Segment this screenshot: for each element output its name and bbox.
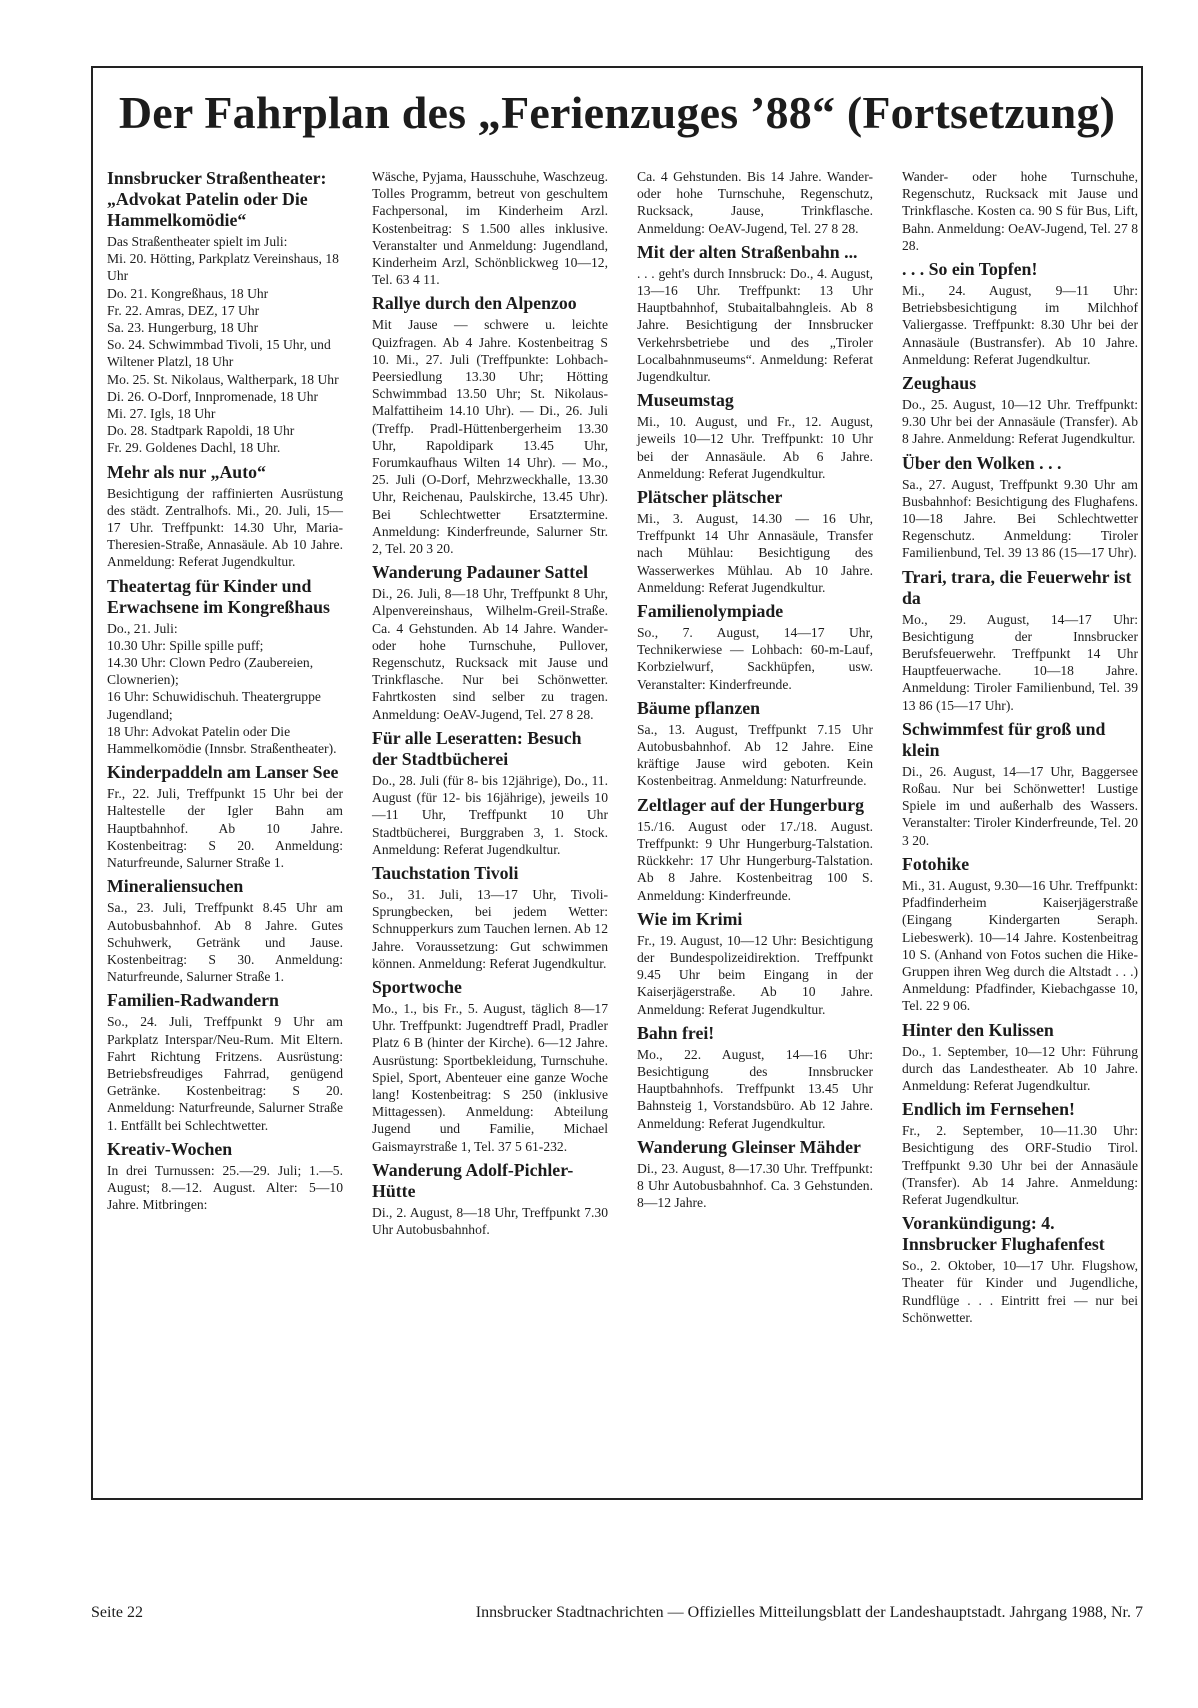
publication-line: Innsbrucker Stadtnachrichten — Offizielles Mitteilungsblatt der Landeshauptstadt. Jahrgang 1988, Nr. 7 (475, 1604, 1143, 1621)
entry-body: Besichtigung der raffinierten Ausrüstung des städt. Zentralhofs. Mi., 20. Juli, 15—17 Uhr. Treffpunkt: 14.30 Uhr, Maria-Theresien-Straße, Annasäule. Ab 10 Jahre. Anmeldung: Referat Jugendkultur. (107, 485, 343, 570)
entry-body: Sa., 13. August, Treffpunkt 7.15 Uhr Autobusbahnhof. Ab 12 Jahre. Eine kräftige Jause wird geboten. Kein Kostenbeitrag. Anmeldung: Naturfreunde. (637, 721, 873, 789)
entry-body: Do., 25. August, 10—12 Uhr. Treffpunkt: 9.30 Uhr bei der Annasäule (Transfer). Ab 8 Jahre. Anmeldung: Referat Jugendkultur. (902, 397, 1138, 447)
entry-body: Sa., 23. Juli, Treffpunkt 8.45 Uhr am Autobusbahnhof. Ab 8 Jahre. Gutes Schuhwerk, Getränk und Jause. Kostenbeitrag: S 30. Anmeldung: Naturfreunde, Salurner Straße 1. (107, 900, 343, 985)
entry-body: So., 24. Juli, Treffpunkt 9 Uhr am Parkplatz Interspar/Neu-Rum. Mit Eltern. Fahrt Richtung Fritzens. Ausrüstung: Betriebsfreudiges Fahrrad, genügend Getränke. Kostenbeitrag: S 20. Anmeldung: Naturfreunde, Salurner Straße 1. Entfällt bei Schlechtwetter. (107, 1014, 343, 1133)
entry-body: Mi., 10. August, und Fr., 12. August, jeweils 10—12 Uhr. Treffpunkt: 10 Uhr bei der Annasäule. Ab 6 Jahre. Anmeldung: Referat Jugendkultur. (637, 414, 873, 481)
column-1 (107, 168, 343, 1213)
entry-body: Do., 21. Juli: 10.30 Uhr: Spille spille puff; 14.30 Uhr: Clown Pedro (Zaubereien, Clownerien); 16 Uhr: Schuwidischuh. Theatergruppe Jugendland; 18 Uhr: Advokat Patelin oder Die Hammelkomödie (Innsbr. Straßentheater). (107, 620, 337, 757)
entry-body: Fr., 2. September, 10—11.30 Uhr: Besichtigung des ORF-Studio Tirol. Treffpunkt 9.30 Uhr bei der Annasäule (Transfer). Ab 14 Jahre. Anmeldung: Referat Jugendkultur. (902, 1123, 1138, 1207)
entry-heading: Bäume pflanzen (637, 697, 760, 718)
entry-heading: Vorankündigung: 4. Innsbrucker Flughafenfest (902, 1213, 1105, 1255)
entry-body: Di., 2. August, 8—18 Uhr, Treffpunkt 7.30 Uhr Autobusbahnhof. (372, 1204, 608, 1237)
page-footer (91, 1604, 1143, 1622)
page-number: Seite 22 (91, 1604, 143, 1621)
entry-body: Mi., 24. August, 9—11 Uhr: Betriebsbesichtigung im Milchhof Valiergasse. Treffpunkt: 8.30 Uhr bei der Annasäule (Bustransfer). Ab 10 Jahre. Anmeldung: Referat Jugendkultur. (902, 283, 1138, 367)
entry-heading: Kinderpaddeln am Lanser See (107, 762, 339, 783)
entry-heading: Hinter den Kulissen (902, 1019, 1054, 1040)
entry-body: Do., 28. Juli (für 8- bis 12jährige), Do., 11. August (für 12- bis 16jährige), jeweils 10—11 Uhr, Treffpunkt 10 Uhr Stadtbücherei, Burggraben 3, 1. Stock. Anmeldung: Referat Jugendkultur. (372, 772, 608, 857)
entry-body: Mit Jause — schwere u. leichte Quizfragen. Ab 4 Jahre. Kostenbeitrag S 10. Mi., 27. Juli (Treffpunkte: Lohbach-Peersiedlung 13.30 Uhr; Hötting Schwimmbad 13.50 Uhr; St. Nikolaus-Malfattiheim 14.10 Uhr). — Di., 26. Juli (Treffp. Pradl-Hüttenbergerheim 13.30 Uhr, Rapoldipark 13.45 Uhr, Forumkaufhaus Wilten 14 Uhr). — Mo., 25. Juli (O-Dorf, Mehrzweckhalle, 13.30 Uhr, Reichenau, Paulskirche, 13.45 Uhr). Bei Schlechtwetter Ersatztermine. Anmeldung: Kinderfreunde, Salurner Str. 2, Tel. 20 3 20. (372, 317, 608, 557)
entry-body: Di., 23. August, 8—17.30 Uhr. Treffpunkt: 8 Uhr Autobusbahnhof. Ca. 3 Gehstunden. 8—12 Jahre. (637, 1160, 873, 1211)
entry-heading: Sportwoche (372, 976, 462, 997)
entry-heading: Kreativ-Wochen (107, 1138, 233, 1159)
entry-body: 15./16. August oder 17./18. August. Treffpunkt: 9 Uhr Hungerburg-Talstation. Rückkehr: 17 Uhr Hungerburg-Talstation. Ab 8 Jahre. Kostenbeitrag 100 S. Anmeldung: Kinderfreunde. (637, 818, 873, 903)
entry-body: Wander- oder hohe Turnschuhe, Regenschutz, Rucksack mit Jause und Trinkflasche. Kosten ca. 90 S für Bus, Lift, Bahn. Anmeldung: OeAV-Jugend, Tel. 27 8 28. (902, 169, 1138, 253)
entry-body: Mi., 3. August, 14.30 — 16 Uhr, Treffpunkt 14 Uhr Annasäule, Transfer nach Mühlau: Besichtigung des Wasserwerkes Mühlau. Ab 10 Jahre. Anmeldung: Referat Jugendkultur. (637, 511, 873, 595)
entry-heading: Für alle Leseratten: Besuch der Stadtbücherei (372, 727, 582, 769)
entry-heading: Zeughaus (902, 373, 977, 394)
entry-heading: . . . So ein Topfen! (902, 259, 1038, 280)
column-2 (372, 168, 608, 1238)
entry-body: Di., 26. Juli, 8—18 Uhr, Treffpunkt 8 Uhr, Alpenvereinshaus, Wilhelm-Greil-Straße. Ca. 4 Gehstunden. Ab 14 Jahre. Wander- oder hohe Turnschuhe, Pullover, Regenschutz, Rucksack mit Jause und Trinkflasche. Nur bei Schönwetter. Fahrtkosten sind selber zu tragen. Anmeldung: OeAV-Jugend, Tel. 27 8 28. (372, 586, 608, 722)
entry-heading: Mineraliensuchen (107, 876, 244, 897)
entry-heading: Theatertag für Kinder und Erwachsene im Kongreßhaus (107, 575, 330, 617)
entry-body: Wäsche, Pyjama, Hausschuhe, Waschzeug. Tolles Programm, betreut von geschultem Fachpersonal, im Kinderheim Arzl. Kostenbeitrag: S 1.500 alles inklusive. Veranstalter und Anmeldung: Jugendland, Kinderheim Arzl, Schönblickweg 10—12, Tel. 63 4 11. (372, 169, 608, 288)
entry-heading: Wanderung Gleinser Mähder (637, 1136, 861, 1157)
entry-body: Ca. 4 Gehstunden. Bis 14 Jahre. Wander- oder hohe Turnschuhe, Regenschutz, Rucksack, Jause, Trinkflasche. Anmeldung: OeAV-Jugend, Tel. 27 8 28. (637, 169, 873, 236)
entry-body: Mi., 31. August, 9.30—16 Uhr. Treffpunkt: Pfadfinderheim Kaiserjägerstraße (Eingang Kindergarten Seraph. Liebeswerk). 10—14 Jahre. Kostenbeitrag 10 S. (Anhand von Fotos suchen die Hike-Gruppen ihren Weg durch die Altstadt . . .) Anmeldung: Pfadfinder, Kiebachgasse 10, Tel. 22 9 06. (902, 877, 1138, 1014)
entry-body: Sa., 27. August, Treffpunkt 9.30 Uhr am Busbahnhof: Besichtigung des Flughafens. 10—18 Jahre. Bei Schlechtwetter Regenschutz. Anmeldung: Tiroler Familienbund, Tel. 39 13 86 (15—17 Uhr). (902, 476, 1138, 561)
page-title: Der Fahrplan des „Ferienzuges ’88“ (Fortsetzung) (118, 87, 1116, 138)
entry-heading: Plätscher plätscher (637, 487, 783, 508)
entry-body: Das Straßentheater spielt im Juli: Mi. 20. Hötting, Parkplatz Vereinshaus, 18 Uhr Do. 21. Kongreßhaus, 18 Uhr Fr. 22. Amras, DEZ, 17 Uhr Sa. 23. Hungerburg, 18 Uhr So. 24. Schwimmbad Tivoli, 15 Uhr, und Wiltener Platzl, 18 Uhr Mo. 25. St. Nikolaus, Waltherpark, 18 Uhr Di. 26. O-Dorf, Innpromenade, 18 Uhr Mi. 27. Igls, 18 Uhr Do. 28. Stadtpark Rapoldi, 18 Uhr Fr. 29. Goldenes Dachl, 18 Uhr. (107, 234, 339, 456)
entry-body: . . . geht's durch Innsbruck: Do., 4. August, 13—16 Uhr. Treffpunkt: 13 Uhr Hauptbahnhof, Stubaitalbahngleis. Ab 8 Jahre. Besichtigung der Innsbrucker Verkehrsbetriebe und des „Tiroler Localbahnmuseums“. Anmeldung: Referat Jugendkultur. (637, 265, 873, 385)
entry-heading: Bahn frei! (637, 1022, 715, 1043)
entry-body: Mo., 22. August, 14—16 Uhr: Besichtigung des Innsbrucker Hauptbahnhofs. Treffpunkt 13.45 Uhr Bahnsteig 1, Vorstandsbüro. Ab 12 Jahre. Anmeldung: Referat Jugendkultur. (637, 1046, 873, 1131)
entry-heading: Trari, trara, die Feuerwehr ist da (902, 566, 1132, 608)
column-3 (637, 168, 873, 1211)
entry-heading: Mehr als nur „Auto“ (107, 461, 266, 482)
entry-heading: Wanderung Adolf-Pichler-Hütte (372, 1159, 574, 1201)
entry-body: Fr., 19. August, 10—12 Uhr: Besichtigung der Bundespolizeidirektion. Treffpunkt 9.45 Uhr beim Eingang in der Kaiserjägerstraße. Ab 10 Jahre. Anmeldung: Referat Jugendkultur. (637, 932, 873, 1017)
entry-heading: Tauchstation Tivoli (372, 862, 519, 883)
entry-body: Do., 1. September, 10—12 Uhr: Führung durch das Landestheater. Ab 10 Jahre. Anmeldung: Referat Jugendkultur. (902, 1043, 1138, 1093)
entry-heading: Innsbrucker Straßentheater: „Advokat Patelin oder Die Hammelkomödie“ (107, 168, 327, 230)
entry-heading: Familien-Radwandern (107, 990, 279, 1011)
entry-body: Mo., 1., bis Fr., 5. August, täglich 8—17 Uhr. Treffpunkt: Jugendtreff Pradl, Pradler Platz 6 B (hinter der Kirche). 6—12 Jahre. Ausrüstung: Sportbekleidung, Turnschuhe. Spiel, Sport, Abenteuer eine ganze Woche lang! Kostenbeitrag: S 250 (inklusive Mittagessen). Anmeldung: Abteilung Jugend und Familie, Michael Gaismayrstraße 1, Tel. 37 5 61-232. (372, 1000, 608, 1154)
entry-heading: Schwimmfest für groß und klein (902, 718, 1106, 760)
entry-heading: Wie im Krimi (637, 908, 743, 929)
article-frame (91, 66, 1143, 1500)
entry-heading: Fotohike (902, 853, 970, 874)
entry-heading: Über den Wolken . . . (902, 452, 1062, 473)
entry-body: In drei Turnussen: 25.—29. Juli; 1.—5. August; 8.—12. August. Alter: 5—10 Jahre. Mitbringen: (107, 1162, 343, 1213)
entry-body: So., 2. Oktober, 10—17 Uhr. Flugshow, Theater für Kinder und Jugendliche, Rundflüge . . . Eintritt frei — nur bei Schönwetter. (902, 1258, 1138, 1325)
entry-heading: Endlich im Fernsehen! (902, 1099, 1075, 1120)
entry-heading: Familienolympiade (637, 601, 784, 622)
entry-heading: Museumstag (637, 390, 734, 411)
entry-body: So., 7. August, 14—17 Uhr, Technikerwiese — Lohbach: 60-m-Lauf, Korbzielwurf, Sackhüpfen, usw. Veranstalter: Kinderfreunde. (637, 625, 873, 692)
entry-heading: Rallye durch den Alpenzoo (372, 293, 577, 314)
entry-heading: Zeltlager auf der Hungerburg (637, 794, 865, 815)
entry-body: So., 31. Juli, 13—17 Uhr, Tivoli-Sprungbecken, bei jedem Wetter: Schnupperkurs zum Tauchen lernen. Ab 12 Jahre. Voraussetzung: Gut schwimmen können. Anmeldung: Referat Jugendkultur. (372, 886, 608, 971)
entry-body: Fr., 22. Juli, Treffpunkt 15 Uhr bei der Haltestelle der Igler Bahn am Hauptbahnhof. Ab 10 Jahre. Kostenbeitrag: S 20. Anmeldung: Naturfreunde, Salurner Straße 1. (107, 786, 343, 871)
entry-body: Mo., 29. August, 14—17 Uhr: Besichtigung der Innsbrucker Berufsfeuerwehr. Treffpunkt 14 Uhr Hauptfeuerwache. 10—18 Jahre. Anmeldung: Tiroler Familienbund, Tel. 39 13 86 (15—17 Uhr). (902, 611, 1138, 713)
entry-heading: Mit der alten Straßenbahn ... (637, 241, 858, 262)
entry-body: Di., 26. August, 14—17 Uhr, Baggersee Roßau. Nur bei Schönwetter! Lustige Spiele im und außerhalb des Wassers. Veranstalter: Tiroler Kinderfreunde, Tel. 20 3 20. (902, 763, 1138, 848)
entry-heading: Wanderung Padauner Sattel (372, 562, 589, 583)
column-4 (902, 168, 1138, 1326)
